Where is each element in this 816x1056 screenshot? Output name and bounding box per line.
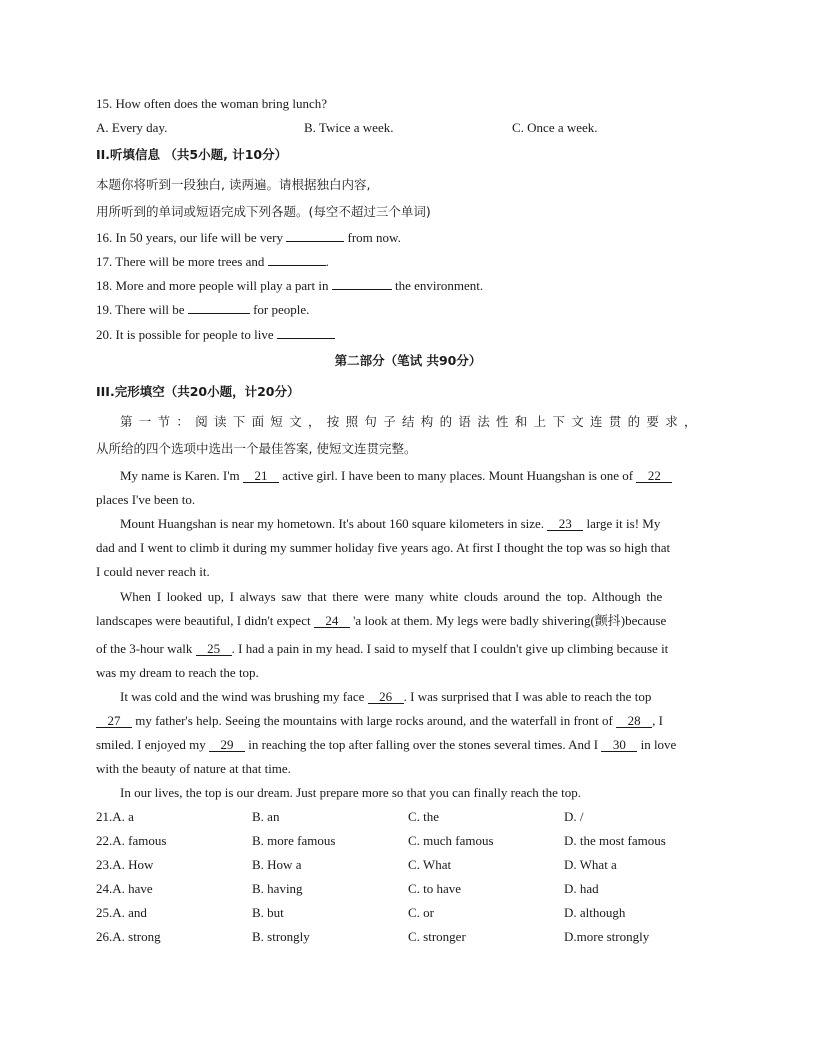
choice-b: B. strongly	[252, 929, 310, 944]
q15-option-b: B. Twice a week.	[304, 120, 394, 135]
passage-line	[96, 641, 668, 657]
blank-21: 21	[243, 469, 279, 483]
blank-30: 30	[601, 738, 637, 752]
fill-item-16	[96, 230, 401, 246]
answer-blank	[188, 313, 250, 314]
fill-item-17	[96, 254, 329, 270]
passage-text: My name is Karen. I'm	[120, 468, 243, 483]
passage-line: I could never reach it.	[96, 564, 210, 579]
passage-text: active girl. I have been to many places. Mount Huangshan is one of	[278, 468, 637, 483]
passage-line: places I've been to.	[96, 492, 196, 507]
choice-d: D.more strongly	[564, 929, 650, 944]
passage-text: of the 3-hour walk	[96, 641, 196, 656]
choice-a: 23.A. How	[96, 857, 154, 872]
answer-blank	[332, 289, 392, 290]
passage-line	[96, 613, 666, 629]
blank-25: 25	[196, 642, 232, 656]
blank-28: 28	[616, 714, 652, 728]
choice-b: B. but	[252, 905, 284, 920]
choice-c: C. to have	[408, 881, 462, 896]
blank-22: 22	[636, 469, 672, 483]
passage-text: 'a look at them. My legs were badly shivering(颤抖)because	[349, 613, 667, 628]
passage-line: was my dream to reach the top.	[96, 665, 259, 680]
choice-a: 22.A. famous	[96, 833, 167, 848]
fill-item-18	[96, 278, 483, 294]
blank-23: 23	[547, 517, 583, 531]
choice-d: D. What a	[564, 857, 617, 872]
choice-c: C. the	[408, 809, 440, 824]
answer-blank	[277, 338, 335, 339]
fill-item-19	[96, 302, 309, 318]
blank-27: 27	[96, 714, 132, 728]
passage-line: In our lives, the top is our dream. Just prepare more so that you can finally reach the top.	[120, 785, 582, 800]
q15-option-c: C. Once a week.	[512, 120, 598, 135]
fill-item-text: 18. More and more people will play a part in	[96, 278, 332, 293]
passage-text: , I	[652, 713, 663, 728]
choice-a: 26.A. strong	[96, 929, 161, 944]
passage-text: smiled. I enjoyed my	[96, 737, 210, 752]
choice-d: D. although	[564, 905, 626, 920]
choice-b: B. How a	[252, 857, 302, 872]
section-2-heading: II.听填信息 （共5小题, 计10分）	[96, 147, 288, 162]
choice-b: B. having	[252, 881, 303, 896]
blank-29: 29	[209, 738, 245, 752]
choice-a: 24.A. have	[96, 881, 153, 896]
answer-blank	[286, 241, 344, 242]
section-3-instruction-1: 第一节：阅读下面短文，按照句子结构的语法性和上下文连贯的要求，	[120, 414, 703, 429]
fill-item-text: .	[325, 254, 329, 269]
part-2-title: 第二部分（笔试 共90分）	[334, 353, 482, 368]
choice-d: D. had	[564, 881, 599, 896]
fill-item-20	[96, 327, 335, 343]
section-3-instruction-2: 从所给的四个选项中选出一个最佳答案, 使短文连贯完整。	[96, 441, 417, 456]
blank-26: 26	[368, 690, 404, 704]
passage-text: Mount Huangshan is near my hometown. It's about 160 square kilometers in size.	[120, 516, 548, 531]
choice-c: C. much famous	[408, 833, 494, 848]
fill-item-text: for people.	[249, 302, 310, 317]
section-2-instruction-1: 本题你将听到一段独白, 读两遍。请根据独白内容,	[96, 177, 371, 192]
passage-text: . I was surprised that I was able to reach the top	[403, 689, 652, 704]
passage-text: landscapes were beautiful, I didn't expect	[96, 613, 314, 628]
choice-a: 25.A. and	[96, 905, 147, 920]
blank-24: 24	[314, 614, 350, 628]
passage-line: dad and I went to climb it during my summer holiday five years ago. At first I thought the top was so high that	[96, 540, 671, 555]
passage-text: in reaching the top after falling over the stones several times. And I	[245, 737, 602, 752]
choice-b: B. more famous	[252, 833, 336, 848]
passage-line: with the beauty of nature at that time.	[96, 761, 291, 776]
passage-text: in love	[637, 737, 677, 752]
passage-text: my father's help. Seeing the mountains with large rocks around, and the waterfall in front of	[132, 713, 617, 728]
fill-item-text: 20. It is possible for people to live	[96, 327, 277, 342]
choice-b: B. an	[252, 809, 280, 824]
passage-line: When I looked up, I always saw that there were many white clouds around the top. Although the	[120, 589, 663, 604]
fill-item-text: from now.	[344, 230, 401, 245]
passage-text: large it is! My	[583, 516, 661, 531]
passage-line	[96, 737, 676, 753]
question-15: 15. How often does the woman bring lunch?	[96, 96, 328, 111]
choice-c: C. stronger	[408, 929, 466, 944]
passage-line	[96, 713, 663, 729]
fill-item-text: 19. There will be	[96, 302, 188, 317]
choice-d: D. the most famous	[564, 833, 666, 848]
passage-text: . I had a pain in my head. I said to myself that I couldn't give up climbing because it	[231, 641, 669, 656]
passage-line	[120, 468, 672, 484]
section-2-instruction-2: 用所听到的单词或短语完成下列各题。(每空不超过三个单词)	[96, 204, 431, 219]
fill-item-text: 17. There will be more trees and	[96, 254, 268, 269]
choice-a: 21.A. a	[96, 809, 134, 824]
choice-c: C. or	[408, 905, 434, 920]
choice-c: C. What	[408, 857, 452, 872]
passage-line	[120, 689, 651, 705]
q15-option-a: A. Every day.	[96, 120, 168, 135]
fill-item-text: 16. In 50 years, our life will be very	[96, 230, 287, 245]
fill-item-text: the environment.	[391, 278, 484, 293]
passage-line	[120, 516, 660, 532]
answer-blank	[268, 265, 326, 266]
choice-d: D. /	[564, 809, 584, 824]
passage-text: It was cold and the wind was brushing my face	[120, 689, 368, 704]
section-3-heading: III.完形填空（共20小题，计20分）	[96, 384, 300, 399]
